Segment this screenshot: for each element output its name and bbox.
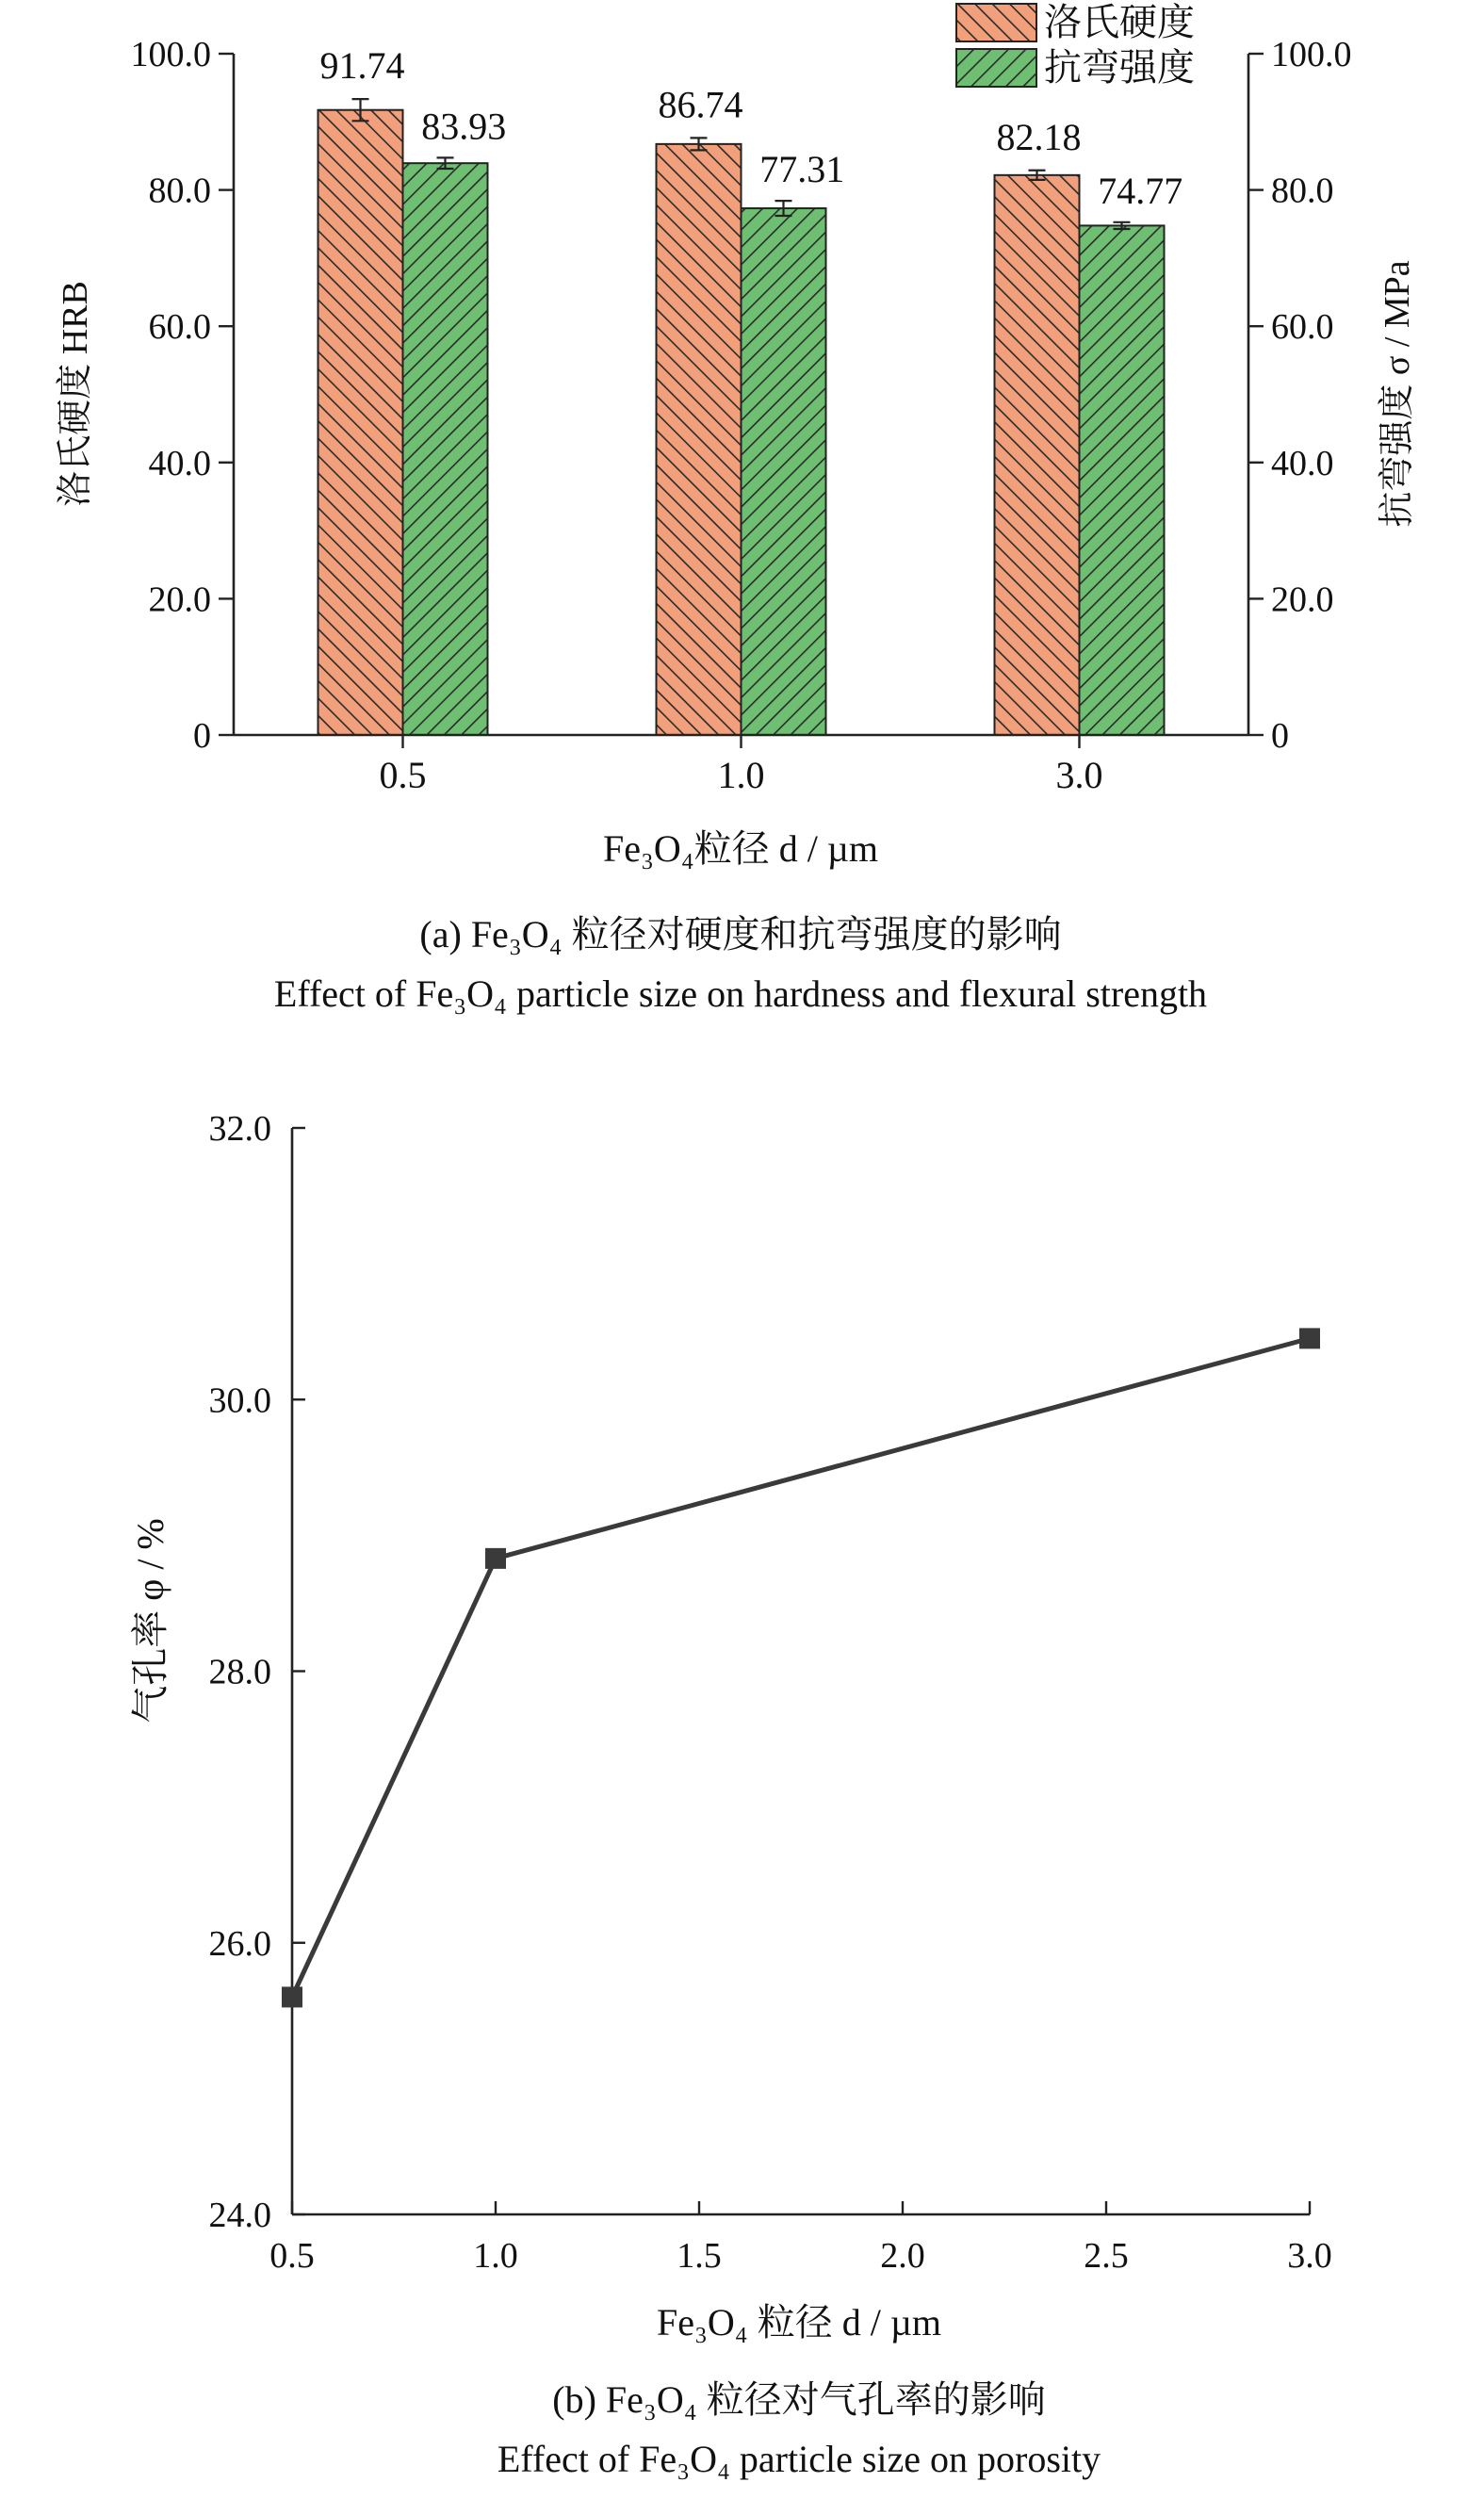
x-tick-label: 1.5	[677, 2236, 722, 2276]
x-tick-labels	[269, 2236, 1332, 2276]
bar	[657, 144, 742, 735]
bar	[995, 175, 1080, 735]
legend-label-hardness: 洛氏硬度	[1044, 1, 1195, 43]
left-y-tick-label: 60.0	[148, 307, 211, 348]
left-y-tick-label: 40.0	[148, 443, 211, 483]
y-tick-label: 30.0	[208, 1380, 271, 1421]
bar	[403, 163, 488, 735]
bars	[318, 110, 1165, 735]
data-point-marker	[485, 1548, 506, 1569]
right-y-tick-label: 40.0	[1271, 443, 1334, 483]
x-axis-label: Fe₃O₄ 粒径 d / µm	[656, 2301, 942, 2344]
data-label: 77.31	[759, 148, 845, 191]
x-tick-labels	[380, 754, 1103, 796]
data-point-marker	[282, 1986, 302, 2007]
data-markers	[282, 1328, 1320, 2007]
x-tick-label: 0.5	[269, 2236, 315, 2276]
series-line	[292, 1338, 1310, 1997]
right-y-tick-labels	[1271, 35, 1352, 756]
x-axis-label: Fe₃O₄粒径 d / µm	[602, 827, 879, 870]
legend-swatch-hardness	[956, 4, 1036, 41]
line-chart	[129, 1109, 1332, 2480]
left-y-tick-label: 100.0	[130, 35, 211, 74]
x-tick-label: 2.0	[880, 2236, 925, 2276]
y-tick-label: 24.0	[208, 2196, 271, 2235]
legend-swatch-flexural	[956, 49, 1036, 87]
bar	[742, 208, 826, 735]
right-y-tick-label: 80.0	[1271, 171, 1334, 211]
x-tick-label: 2.5	[1084, 2236, 1129, 2276]
caption-b-en: Effect of Fe₃O₄ particle size on porosity	[497, 2438, 1101, 2480]
x-tick-label: 1.0	[717, 754, 765, 796]
right-y-tick-label: 60.0	[1271, 307, 1334, 348]
data-point-marker	[1299, 1328, 1320, 1348]
caption-a-en: Effect of Fe₃O₄ particle size on hardness and flexural strength	[273, 972, 1208, 1015]
caption-a-prefix: (a)	[419, 913, 471, 955]
y-axis-label-left: 洛氏硬度 HRB	[56, 281, 95, 507]
y-tick-label: 28.0	[208, 1652, 271, 1692]
caption-a-cn	[419, 913, 1061, 955]
y-tick-label: 26.0	[208, 1923, 271, 1964]
left-y-tick-label: 20.0	[148, 580, 211, 620]
data-label: 82.18	[996, 115, 1082, 158]
caption-a-main: Fe₃O₄ 粒径对硬度和抗弯强度的影响	[470, 913, 1062, 955]
x-tick-label: 3.0	[1287, 2236, 1332, 2276]
x-tick-label: 0.5	[379, 754, 427, 796]
data-label: 83.93	[421, 105, 507, 148]
right-y-tick-label: 20.0	[1271, 580, 1334, 620]
bar	[1080, 225, 1165, 735]
x-tick-label: 3.0	[1055, 754, 1103, 796]
data-label: 91.74	[319, 44, 405, 88]
bar-chart	[56, 1, 1417, 1015]
left-y-tick-label: 0	[193, 716, 211, 756]
right-y-tick-label: 0	[1271, 716, 1289, 756]
right-y-tick-label: 100.0	[1271, 35, 1352, 74]
y-tick-label: 32.0	[208, 1109, 271, 1149]
bar	[318, 110, 403, 735]
data-label: 74.77	[1098, 169, 1183, 212]
x-tick-label: 1.0	[473, 2236, 518, 2276]
left-y-tick-label: 80.0	[148, 171, 211, 211]
legend-label-flexural: 抗弯强度	[1044, 46, 1195, 89]
y-axis-label: 气孔率 φ / %	[129, 1518, 171, 1723]
caption-b-cn: (b) Fe₃O₄ 粒径对气孔率的影响	[552, 2378, 1046, 2421]
data-label: 86.74	[658, 83, 743, 126]
y-tick-labels	[209, 1109, 272, 2235]
y-axis-label-right: 抗弯强度 σ / MPa	[1378, 260, 1417, 528]
legend	[956, 1, 1195, 89]
left-y-tick-labels	[131, 35, 212, 756]
series-path	[292, 1338, 1310, 1997]
